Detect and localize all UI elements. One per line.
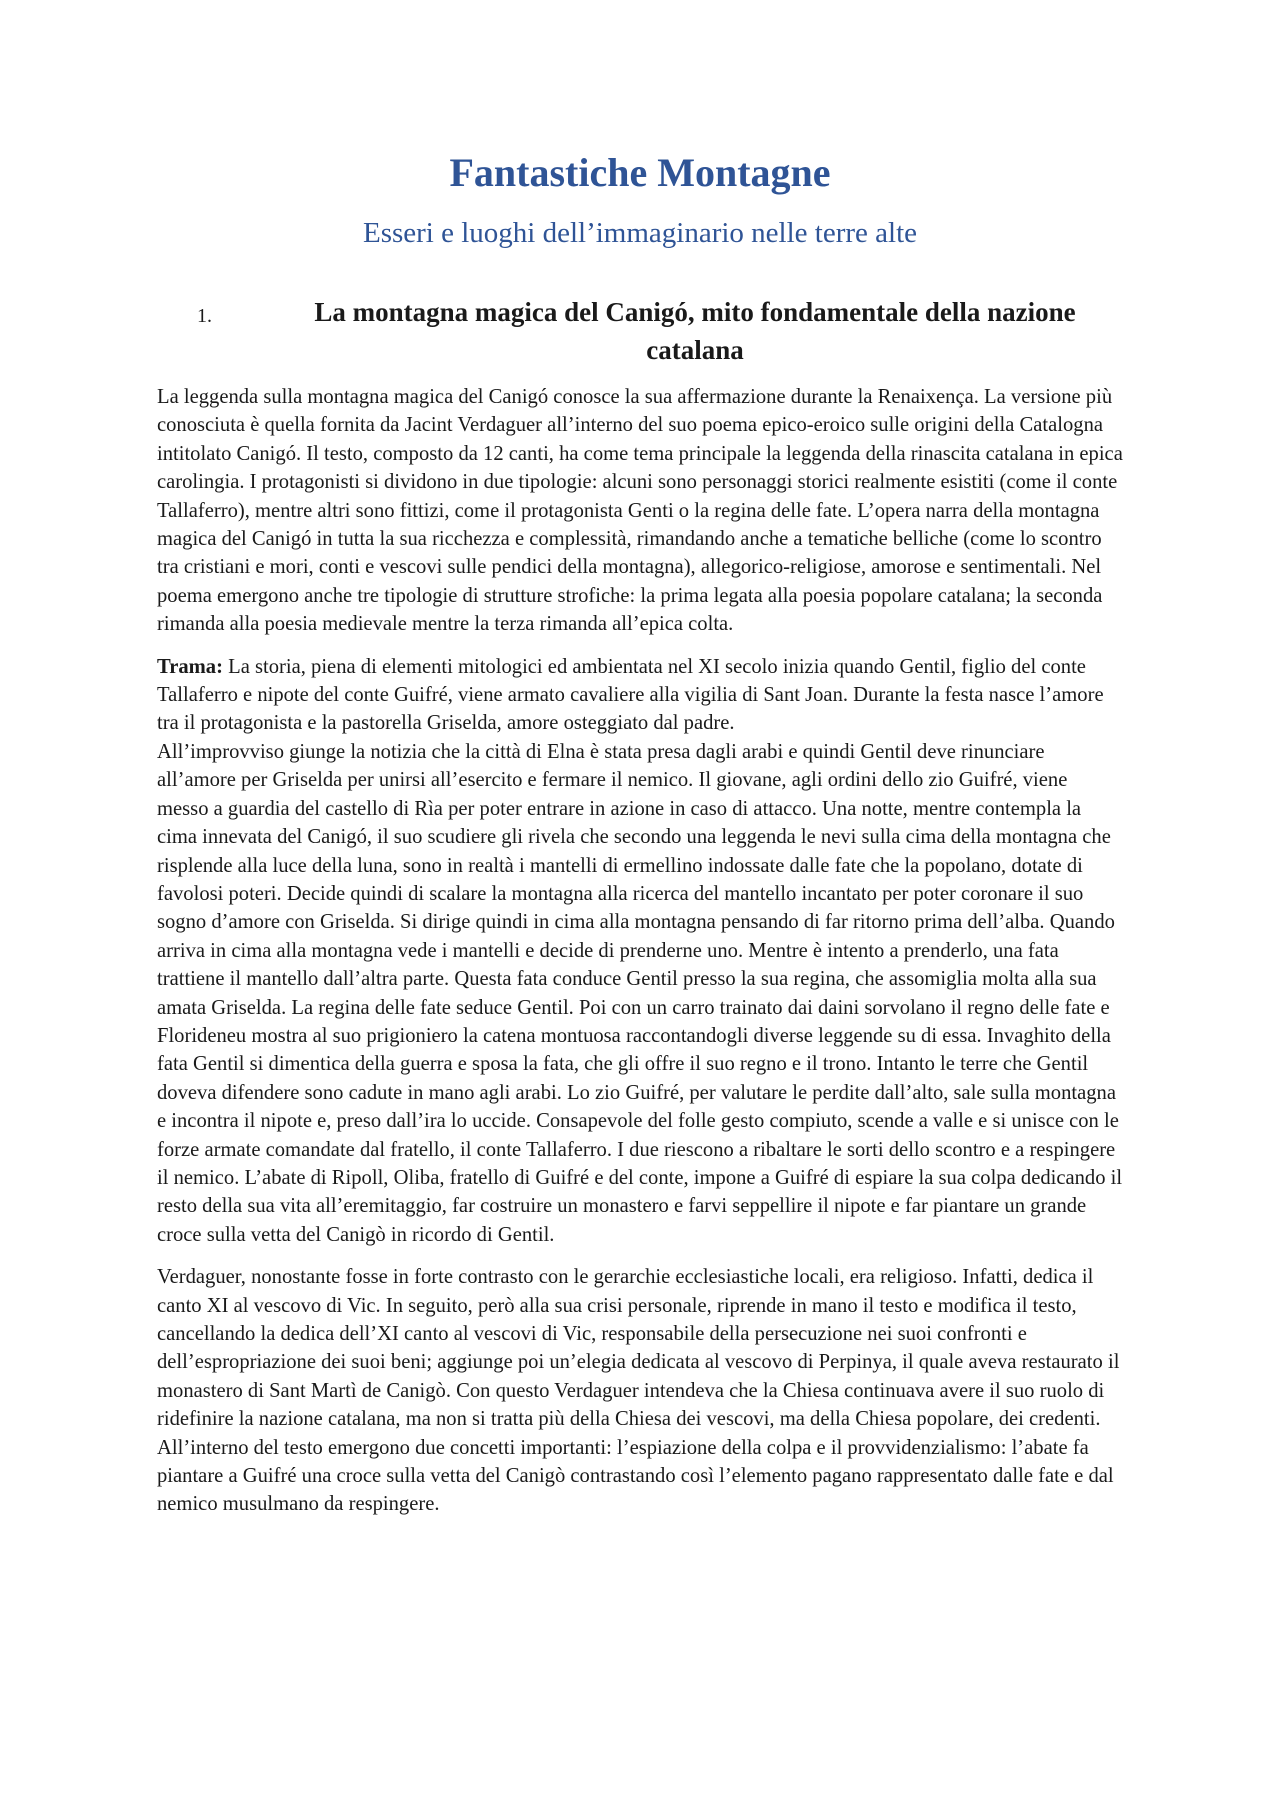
section-title: La montagna magica del Canigó, mito fondamentale della nazione catalana bbox=[314, 297, 1076, 365]
plot-label: Trama: bbox=[157, 655, 223, 678]
intro-paragraph: La leggenda sulla montagna magica del Canigó conosce la sua affermazione durante la Renaixença. La versione più conosciuta è quella fornita da Jacint Verdaguer all’interno del suo poema epico-eroico sulle origini della Catalogna intitolato Canigó. Il testo, composto da 12 canti, ha come tema principale la leggenda della rinascita catalana in epica carolingia. I protagonisti si dividono in due tipologie: alcuni sono personaggi storici realmente esistiti (come il conte Tallaferro), mentre altri sono fittizi, come il protagonista Genti o la regina delle fate. L’opera narra della montagna magica del Canigó in tutta la sua ricchezza e complessità, rimandando anche a tematiche belliche (come lo scontro tra cristiani e mori, conti e vescovi sulle pendici della montagna), allegorico-religiose, amorose e sentimentali. Nel poema emergono anche tre tipologie di strutture strofiche: la prima legata alla poesia popolare catalana; la seconda rimanda alla poesia medievale mentre la terza rimanda all’epica colta. bbox=[157, 386, 1123, 636]
plot-text-1: La storia, piena di elementi mitologici ed ambientata nel XI secolo inizia quando Gentil, figlio del conte Tallaferro e nipote del conte Guifré, viene armato cavaliere alla vigilia di Sant Joan. Durante la festa nasce l’amore tra il protagonista e la pastorella Griselda, amore osteggiato dal padre. bbox=[157, 655, 1104, 735]
section-heading bbox=[157, 293, 1123, 369]
outro-paragraph: Verdaguer, nonostante fosse in forte contrasto con le gerarchie ecclesiastiche locali, era religioso. Infatti, dedica il canto XI al vescovo di Vic. In seguito, però alla sua crisi personale, riprende in mano il testo e modifica il testo, cancellando la dedica dell’XI canto al vescovi di Vic, responsabile della persecuzione nei suoi confronti e dell’espropriazione dei suoi beni; aggiunge poi un’elegia dedicata al vescovo di Perpinya, il quale aveva restaurato il monastero di Sant Martì de Canigò. Con questo Verdaguer intendeva che la Chiesa continuava avere il suo ruolo di ridefinire la nazione catalana, ma non si tratta più della Chiesa dei vescovi, ma della Chiesa popolare, dei credenti. All’interno del testo emergono due concetti importanti: l’espiazione della colpa e il provvidenzialismo: l’abate fa piantare a Guifré una croce sulla vetta del Canigò contrastando così l’elemento pagano rappresentato dalle fate e dal nemico musulmano da respingere. bbox=[157, 1266, 1120, 1516]
document-title: Fantastiche Montagne bbox=[449, 150, 831, 195]
document-subtitle: Esseri e luoghi dell’immaginario nelle terre alte bbox=[362, 217, 918, 249]
plot-paragraph bbox=[157, 653, 1123, 1250]
plot-text-2: All’improvviso giunge la notizia che la città di Elna è stata presa dagli arabi e quindi Gentil deve rinunciare all’amore per Griselda per unirsi all’esercito e fermare il nemico. Il giovane, agli ordini dello zio Guifré, viene messo a guardia del castello di Rìa per poter entrare in azione in caso di attacco. Una notte, mentre contempla la cima innevata del Canigó, il suo scudiere gli rivela che secondo una leggenda le nevi sulla cima della montagna che risplende alla luce della luna, sono in realtà i mantelli di ermellino indossate dalle fate che la popolano, dotate di favolosi poteri. Decide quindi di scalare la montagna alla ricerca del mantello incantato per poter coronare il suo sogno d’amore con Griselda. Si dirige quindi in cima alla montagna pensando di far ritorno prima dell’alba. Quando arriva in cima alla montagna vede i mantelli e decide di prenderne uno. Mentre è intento a prenderlo, una fata trattiene il mantello dall’altra parte. Questa fata conduce Gentil presso la sua regina, che assomiglia molta alla sua amata Griselda. La regina delle fate seduce Gentil. Poi con un carro trainato dai daini sorvolano il regno delle fate e Florideneu mostra al suo prigioniero la catena montuosa raccontandogli diverse leggende su di essa. Invaghito della fata Gentil si dimentica della guerra e sposa la fata, che gli offre il suo regno e il trono. Intanto le terre che Gentil doveva difendere sono cadute in mano agli arabi. Lo zio Guifré, per valutare le perdite dall’alto, sale sulla montagna e incontra il nipote e, preso dall’ira lo uccide. Consapevole del folle gesto compiuto, scende a valle e si unisce con le forze armate comandate dal fratello, il conte Tallaferro. I due riescono a ribaltare le sorti dello scontro e a respingere il nemico. L’abate di Ripoll, Oliba, fratello di Guifré e del conte, impone a Guifré di espiare la sua colpa dedicando il resto della sua vita all’eremitaggio, far costruire un monastero e farvi seppellire il nipote e far piantare un grande croce sulla vetta del Canigò in ricordo di Gentil. bbox=[157, 740, 1123, 1246]
section-number: 1. bbox=[197, 305, 212, 327]
